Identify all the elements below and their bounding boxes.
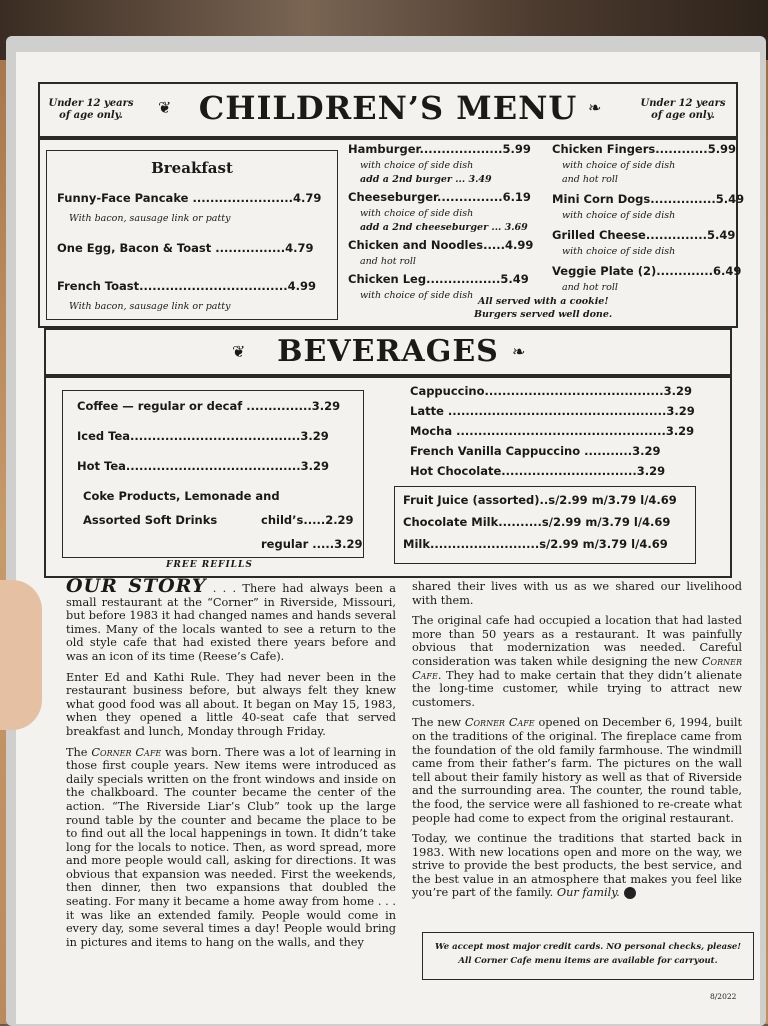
menu-item: Mini Corn Dogs...............5.49 [552,192,745,206]
item-note: with choice of side dish [360,290,474,301]
item-note: and hot roll [562,174,618,185]
item-note: With bacon, sausage link or patty [69,301,231,312]
menu-item: Veggie Plate (2).............6.49 [552,264,742,278]
payment-notice: We accept most major credit cards. NO personal checks, please! [434,942,742,952]
item-note: with choice of side dish [562,210,676,221]
menu-item: Cheeseburger...............6.19 [348,190,531,204]
menu-item: Funny-Face Pancake .......................4.79 [57,191,322,205]
item-extra: add a 2nd cheeseburger ... 3.69 [360,222,528,233]
free-refills: FREE REFILLS [166,560,253,570]
menu-item: Grilled Cheese..............5.49 [552,228,736,242]
story-paragraph: shared their lives with us as we shared our livelihood with them. [412,580,742,607]
age-note-right: Under 12 years of age only. [640,98,726,121]
menu-item: French Vanilla Cappuccino ...........3.29 [410,444,661,458]
age-note-left: Under 12 years of age only. [48,98,134,121]
menu-item: French Toast..................................4.99 [57,279,317,293]
cold-drinks-box [62,390,364,558]
item-note: and hot roll [562,282,618,293]
menu-item: Chicken and Noodles.....4.99 [348,238,534,252]
beverages-section [44,374,732,578]
beverages-header [44,328,732,378]
menu-item: Chicken Fingers............5.99 [552,142,737,156]
print-date: 8/2022 [710,992,737,1001]
menu-item: Chicken Leg.................5.49 [348,272,529,286]
story-paragraph: The new Corner Cafe opened on December 6, 1994, built on the traditions of the original. The fireplace came from the foundation of the old family farmhouse. The windmill came from their father’s farm. The pictures on the wall tell about their family history as well as that of Riverside and the surrounding area. The counter, the round table, the food, the service were all fashioned to re-create what people had come to expect from the original restaurant. [412,716,742,825]
story-paragraph: OUR STORY . . . There had always been a small restaurant at the “Corner” in Riverside, Missouri, but before 1983 it had changed names and hands several times. Many of the locals wanted to see a return to the old style cafe that had existed there years before and was an icon of its time (Reese’s Cafe). [66,575,396,663]
payment-notice-box [422,932,754,980]
story-paragraph: Today, we continue the traditions that started back in 1983. With new locations open and more on the way, we strive to provide the best products, the best service, and the best value in an atmosphere that makes you feel like you’re part of the family. Our family. [412,832,742,900]
thumb [0,580,42,730]
leaf-icon: ❧ [588,98,602,117]
kids-footnote: All served with a cookie! [478,296,609,307]
story-column-right [412,580,742,907]
soft-drinks-line: Coke Products, Lemonade and [83,489,280,503]
breakfast-box [46,150,338,320]
item-note: and hot roll [360,256,416,267]
item-note: with choice of side dish [360,208,474,219]
menu-item: child’s.....2.29 [261,513,354,527]
item-note: with choice of side dish [360,160,474,171]
story-paragraph: Enter Ed and Kathi Rule. They had never been in the restaurant business before, but always felt they knew what good food was all about. It began on May 15, 1983, when they opened a little 40-seat cafe that served breakfast and lunch, Monday through Friday. [66,670,396,738]
children-items-section [38,138,745,328]
breakfast-heading: Breakfast [151,159,233,177]
menu-item: Coffee — regular or decaf ...............3.29 [77,399,341,413]
menu-page [16,52,760,1024]
leaf-icon: ❦ [158,98,172,117]
menu-item: Hot Tea........................................3.29 [77,459,330,473]
childrens-menu-header [38,82,738,138]
item-note: With bacon, sausage link or patty [69,213,231,224]
carryout-notice: All Corner Cafe menu items are available for carryout. [458,956,718,966]
menu-item: Iced Tea.......................................3.29 [77,429,329,443]
juice-milk-box [394,486,696,564]
kids-footnote: Burgers served well done. [474,309,613,320]
beverages-title: BEVERAGES [277,334,499,369]
item-note: with choice of side dish [562,246,676,257]
leaf-icon: ❧ [512,342,526,361]
menu-item: Chocolate Milk..........s/2.99 m/3.79 l/4.69 [403,515,671,529]
story-column-left [66,575,397,956]
menu-item: Hot Chocolate...............................3.29 [410,464,666,478]
menu-item: Cappuccino.........................................3.29 [410,384,693,398]
soft-drinks-line: Assorted Soft Drinks [83,513,218,527]
menu-item: Mocha ................................................3.29 [410,424,695,438]
menu-item: Milk.........................s/2.99 m/3.79 l/4.69 [403,537,668,551]
menu-title: CHILDREN’S MENU [198,89,578,127]
menu-item: One Egg, Bacon & Toast ................4.79 [57,241,314,255]
menu-item: Latte ..................................................3.29 [410,404,695,418]
coffee-cup-icon [624,887,636,899]
menu-item: regular .....3.29 [261,537,363,551]
menu-item: Hamburger...................5.99 [348,142,531,156]
menu-item: Fruit Juice (assorted)..s/2.99 m/3.79 l/4.69 [403,493,677,507]
story-title: OUR STORY [66,575,207,597]
item-extra: add a 2nd burger ... 3.49 [360,174,492,185]
story-paragraph: The original cafe had occupied a location that had lasted more than 50 years as a restaurant. It was painfully obvious that modernization was needed. Careful consideration was taken while designing the new Corner Cafe. They had to make certain that they didn’t alienate the long-time customer, while trying to attract new customers. [412,614,742,709]
leaf-icon: ❦ [232,342,246,361]
story-paragraph: The Corner Cafe was born. There was a lot of learning in those first couple years. New items were introduced as daily specials written on the front windows and inside on the chalkboard. The counter became the center of the action. “The Riverside Liar’s Club” took up the large round table by the counter and became the place to be to find out all the local happenings in town. It didn’t take long for the locals to notice. Then, as word spread, more and more people would call, asking for directions. It was obvious that expansion was needed. First the weekends, then dinner, then two expansions that doubled the seating. For many it became a home away from home . . . it was like an extended family. People would come in every day, some several times a day! People would bring in pictures and items to hang on the walls, and they [66,745,397,949]
item-note: with choice of side dish [562,160,676,171]
